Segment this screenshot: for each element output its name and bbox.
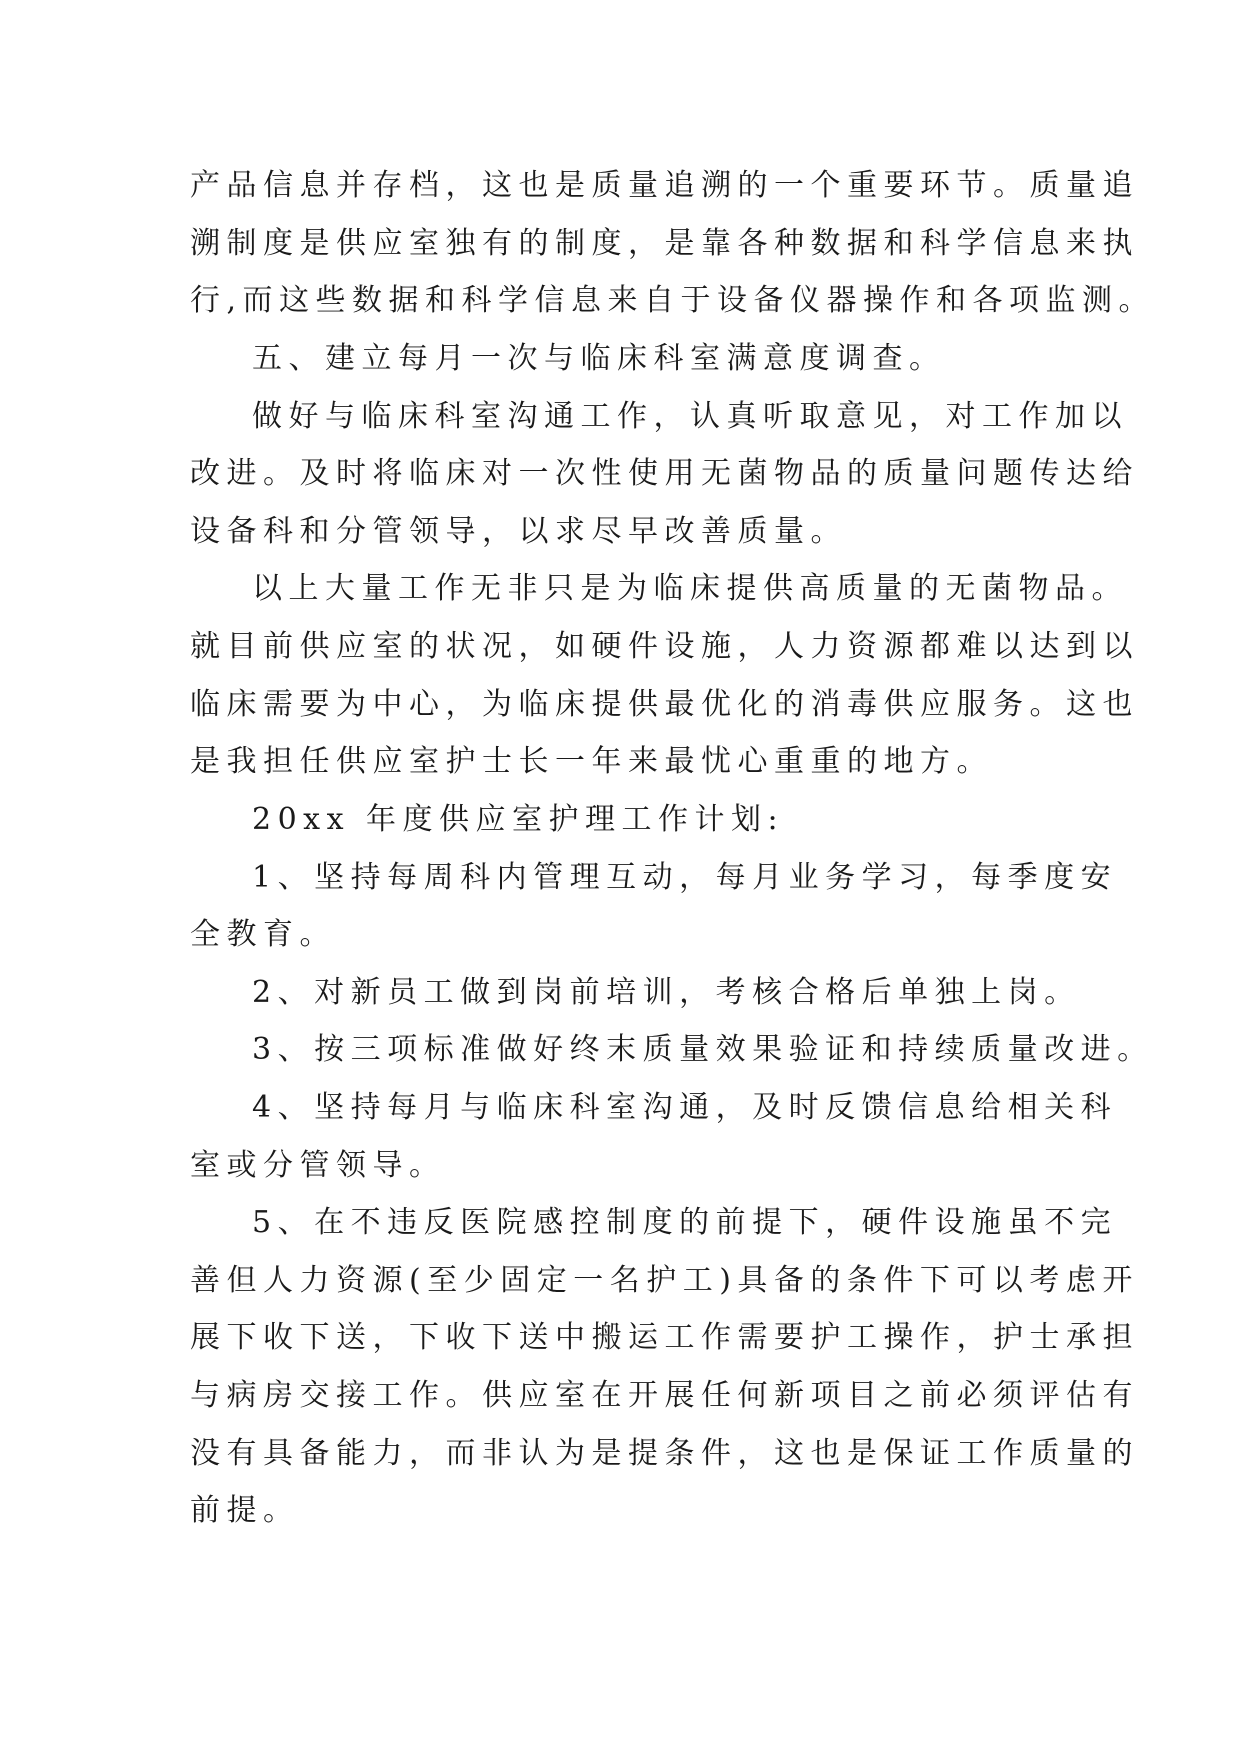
plan-item-5: 5、在不违反医院感控制度的前提下，硬件设施虽不完 (252, 1205, 1118, 1240)
section-heading: 五、建立每月一次与临床科室满意度调查。 (252, 341, 946, 376)
text-line: 就目前供应室的状况，如硬件设施，人力资源都难以达到以 (190, 629, 1139, 664)
plan-item-4: 4、坚持每月与临床科室沟通，及时反馈信息给相关科 (252, 1090, 1118, 1125)
text-line: 产品信息并存档，这也是质量追溯的一个重要环节。质量追 (190, 168, 1139, 203)
text-line: 做好与临床科室沟通工作，认真听取意见，对工作加以 (252, 399, 1128, 434)
plan-item-3: 3、按三项标准做好终末质量效果验证和持续质量改进。 (252, 1032, 1154, 1067)
text-line: 前提。 (190, 1493, 300, 1528)
text-line: 善但人力资源(至少固定一名护工)具备的条件下可以考虑开 (190, 1263, 1139, 1298)
text-line: 改进。及时将临床对一次性使用无菌物品的质量问题传达给 (190, 456, 1139, 491)
plan-item-1: 1、坚持每周科内管理互动，每月业务学习，每季度安 (252, 860, 1118, 895)
plan-item-2: 2、对新员工做到岗前培训，考核合格后单独上岗。 (252, 975, 1081, 1010)
text-line: 展下收下送，下收下送中搬运工作需要护工操作，护士承担 (190, 1320, 1139, 1355)
text-line: 室或分管领导。 (190, 1148, 446, 1183)
text-line: 溯制度是供应室独有的制度，是靠各种数据和科学信息来执 (190, 226, 1139, 261)
text-line: 是我担任供应室护士长一年来最忧心重重的地方。 (190, 744, 993, 779)
text-line: 设备科和分管领导，以求尽早改善质量。 (190, 514, 847, 549)
text-line: 临床需要为中心，为临床提供最优化的消毒供应服务。这也 (190, 687, 1139, 722)
text-line: 全教育。 (190, 917, 336, 952)
text-line: 行,而这些数据和科学信息来自于设备仪器操作和各项监测。 (190, 283, 1156, 318)
text-line: 没有具备能力，而非认为是提条件，这也是保证工作质量的 (190, 1436, 1139, 1471)
text-line: 以上大量工作无非只是为临床提供高质量的无菌物品。 (252, 571, 1128, 606)
plan-heading: 20xx 年度供应室护理工作计划: (252, 802, 785, 837)
text-line: 与病房交接工作。供应室在开展任何新项目之前必须评估有 (190, 1378, 1139, 1413)
